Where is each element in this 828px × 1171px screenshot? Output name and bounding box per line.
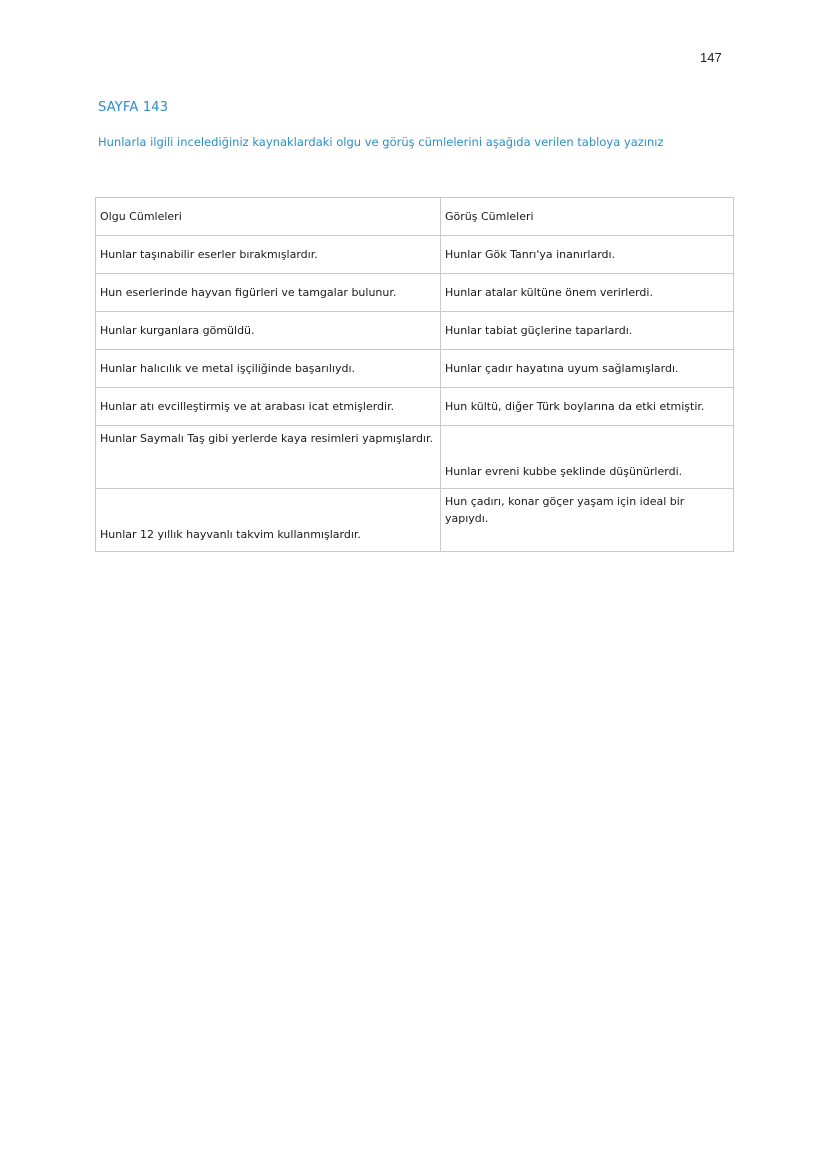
opinion-cell: Hunlar atalar kültüne önem verirlerdi. bbox=[441, 274, 734, 312]
column-header-opinions: Görüş Cümleleri bbox=[441, 198, 734, 236]
table-header-row bbox=[96, 198, 734, 236]
fact-cell: Hunlar kurganlara gömüldü. bbox=[96, 312, 441, 350]
section-label: SAYFA 143 bbox=[98, 100, 169, 115]
fact-cell: Hunlar halıcılık ve metal işçiliğinde başarılıydı. bbox=[96, 350, 441, 388]
page-number: 147 bbox=[700, 50, 722, 65]
table-row bbox=[96, 489, 734, 552]
table-row bbox=[96, 350, 734, 388]
opinion-cell: Hunlar çadır hayatına uyum sağlamışlardı. bbox=[441, 350, 734, 388]
facts-opinions-table bbox=[95, 197, 734, 552]
column-header-facts: Olgu Cümleleri bbox=[96, 198, 441, 236]
table-row bbox=[96, 426, 734, 489]
opinion-cell: Hunlar tabiat güçlerine taparlardı. bbox=[441, 312, 734, 350]
table-row bbox=[96, 274, 734, 312]
fact-cell: Hunlar atı evcilleştirmiş ve at arabası icat etmişlerdir. bbox=[96, 388, 441, 426]
opinion-cell: Hun kültü, diğer Türk boylarına da etki etmiştir. bbox=[441, 388, 734, 426]
table-row bbox=[96, 312, 734, 350]
instruction-text: Hunlarla ilgili incelediğiniz kaynaklardaki olgu ve görüş cümlelerini aşağıda verilen tabloya yazınız bbox=[98, 135, 664, 149]
opinion-cell: Hunlar evreni kubbe şeklinde düşünürlerdi. bbox=[441, 426, 734, 489]
fact-cell: Hunlar 12 yıllık hayvanlı takvim kullanmışlardır. bbox=[96, 489, 441, 552]
fact-cell: Hunlar taşınabilir eserler bırakmışlardır. bbox=[96, 236, 441, 274]
fact-cell: Hun eserlerinde hayvan figürleri ve tamgalar bulunur. bbox=[96, 274, 441, 312]
table-row bbox=[96, 388, 734, 426]
opinion-cell: Hun çadırı, konar göçer yaşam için ideal bir yapıydı. bbox=[441, 489, 734, 552]
opinion-cell: Hunlar Gök Tanrı'ya inanırlardı. bbox=[441, 236, 734, 274]
table-row bbox=[96, 236, 734, 274]
fact-cell: Hunlar Saymalı Taş gibi yerlerde kaya resimleri yapmışlardır. bbox=[96, 426, 441, 489]
